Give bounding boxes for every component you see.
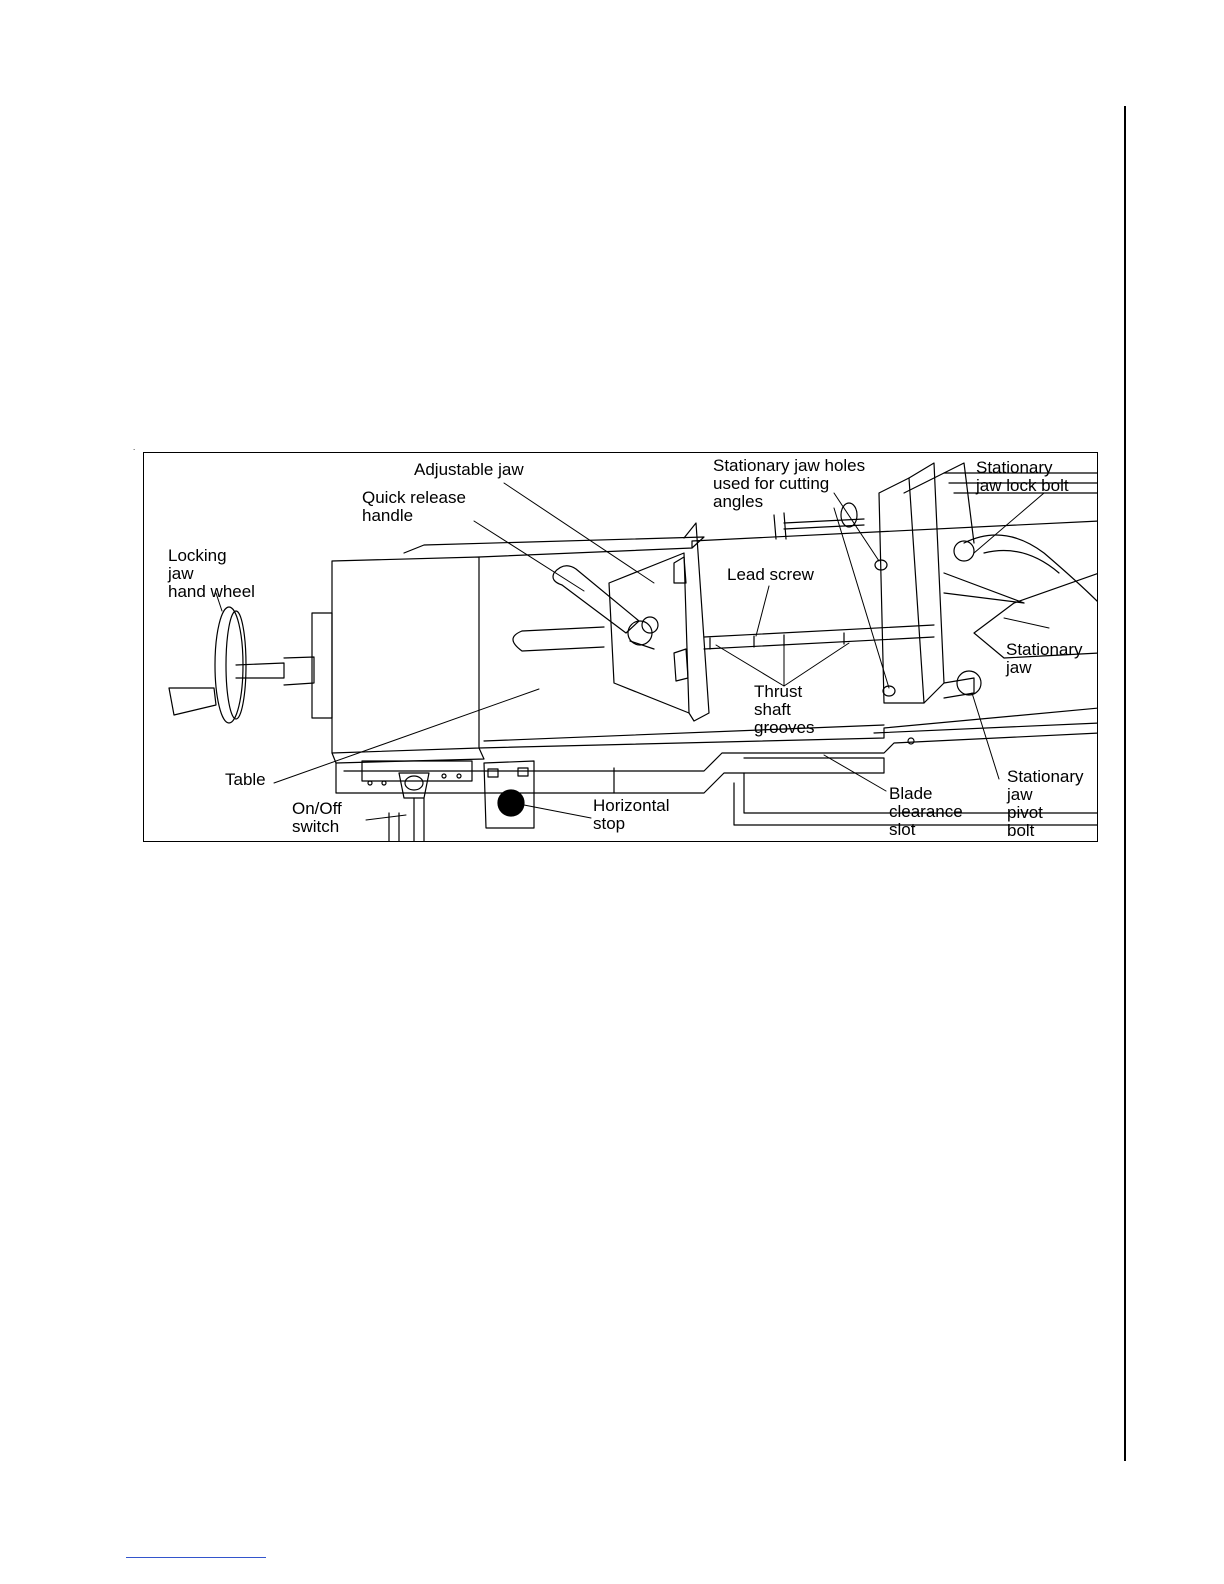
label-table: Table <box>225 770 266 789</box>
label-stationary-jaw-pivot-bolt: Stationary jaw pivot bolt <box>1007 767 1084 840</box>
label-stationary-jaw: Stationary jaw <box>1006 640 1083 677</box>
label-stationary-jaw-holes: Stationary jaw holes used for cutting angles <box>713 456 866 511</box>
vise-diagram <box>143 452 1098 842</box>
label-thrust-shaft-grooves: Thrust shaft grooves <box>754 682 815 737</box>
base-frame <box>336 723 1098 825</box>
quick-release-handle-shape <box>553 566 658 649</box>
stray-dot: . <box>133 443 136 452</box>
label-blade-clearance-slot: Blade clearance slot <box>889 784 963 839</box>
vise-drawing <box>144 453 1098 842</box>
footer-link-rule <box>126 1557 266 1558</box>
label-horizontal-stop: Horizontal stop <box>593 796 670 833</box>
label-quick-release-handle: Quick release handle <box>362 488 466 525</box>
label-locking-jaw-hand-wheel: Locking jaw hand wheel <box>168 546 255 601</box>
label-adjustable-jaw: Adjustable jaw <box>414 460 524 479</box>
stationary-jaw-shape <box>879 463 1024 703</box>
adjustable-jaw-shape <box>609 523 709 721</box>
switch-and-stop <box>362 761 534 842</box>
hand-wheel-shape <box>169 607 332 723</box>
label-stationary-jaw-lock-bolt: Stationary jaw lock bolt <box>976 458 1069 495</box>
table-housing <box>332 537 704 763</box>
leader-lines <box>216 483 1049 820</box>
label-lead-screw: Lead screw <box>727 565 814 584</box>
page-margin-rule <box>1124 106 1126 1461</box>
label-on-off-switch: On/Off switch <box>292 799 342 836</box>
